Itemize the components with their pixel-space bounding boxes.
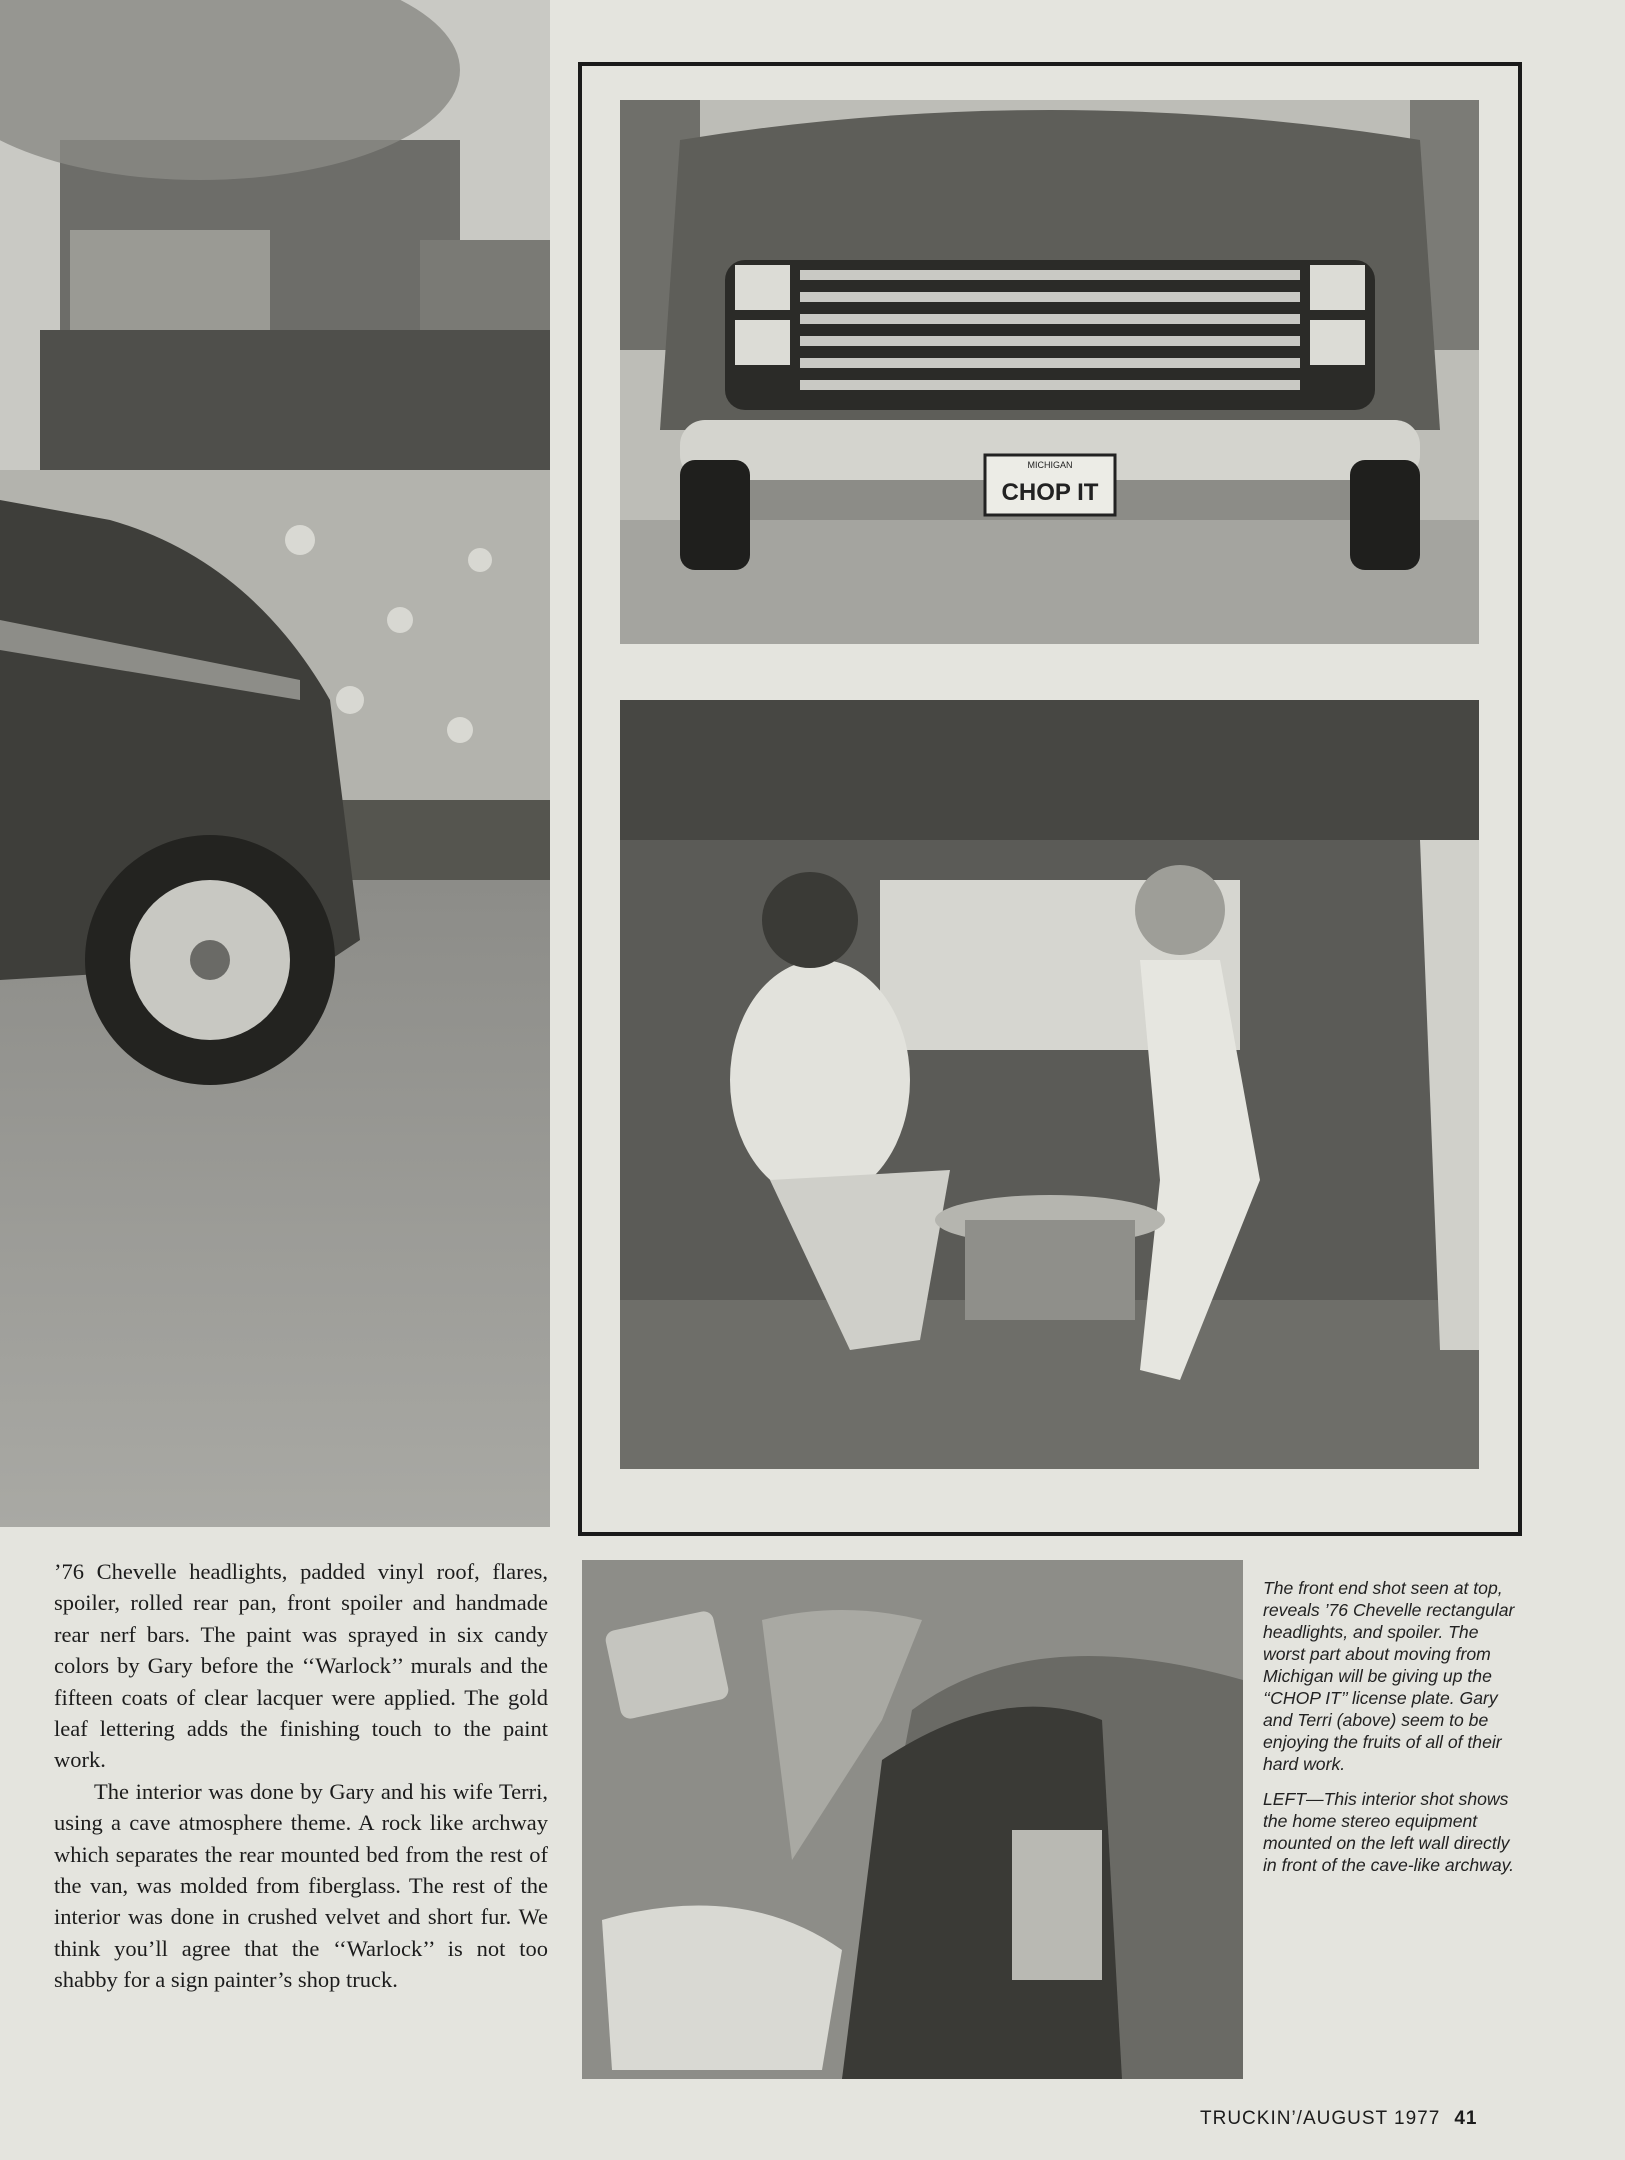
article-paragraph: ’76 Chevelle headlights, padded vinyl roof, flares, spoiler, rolled rear pan, front spoiler and handmade rear nerf bars. The paint was sprayed in six candy colors by Gary before the ‘‘Warlock’’ murals and the fifteen coats of clear lacquer were applied. The gold leaf lettering adds the finishing touch to the paint work. bbox=[54, 1559, 548, 1773]
caption-interior-left: LEFT—This interior shot shows the home stereo equipment mounted on the left wall directly in front of the cave-like archway. bbox=[1263, 1789, 1514, 1875]
page-number: 41 bbox=[1454, 2108, 1478, 2129]
photo-captions bbox=[1263, 1577, 1525, 1889]
gary-and-terri-interior-photo bbox=[620, 700, 1479, 1469]
publication-date: TRUCKIN’/AUGUST 1977 bbox=[1200, 2108, 1441, 2129]
van-front-end-photo bbox=[620, 100, 1479, 644]
plate-text: CHOP IT bbox=[1001, 479, 1099, 506]
caption-front-end: The front end shot seen at top, reveals ’76 Chevelle rectangular headlights, and spoiler. The worst part about moving from Michigan will be giving up the ‘‘CHOP IT’’ license plate. Gary and Terri (above) seem to be enjoying the fruits of all of their hard work. bbox=[1263, 1578, 1515, 1774]
page-footer bbox=[1200, 2108, 1477, 2130]
plate-state: MICHIGAN bbox=[1027, 460, 1073, 470]
article-paragraph: The interior was done by Gary and his wife Terri, using a cave atmosphere theme. A rock like archway which separates the rear mounted bed from the rest of the van, was molded from fiberglass. The rest of the interior was done in crushed velvet and short fur. We think you’ll agree that the ‘‘Warlock’’ is not too shabby for a sign painter’s shop truck. bbox=[54, 1778, 548, 1993]
van-side-photo bbox=[0, 0, 550, 1527]
article-body bbox=[54, 1556, 548, 1996]
cave-interior-stereo-photo bbox=[582, 1560, 1243, 2079]
